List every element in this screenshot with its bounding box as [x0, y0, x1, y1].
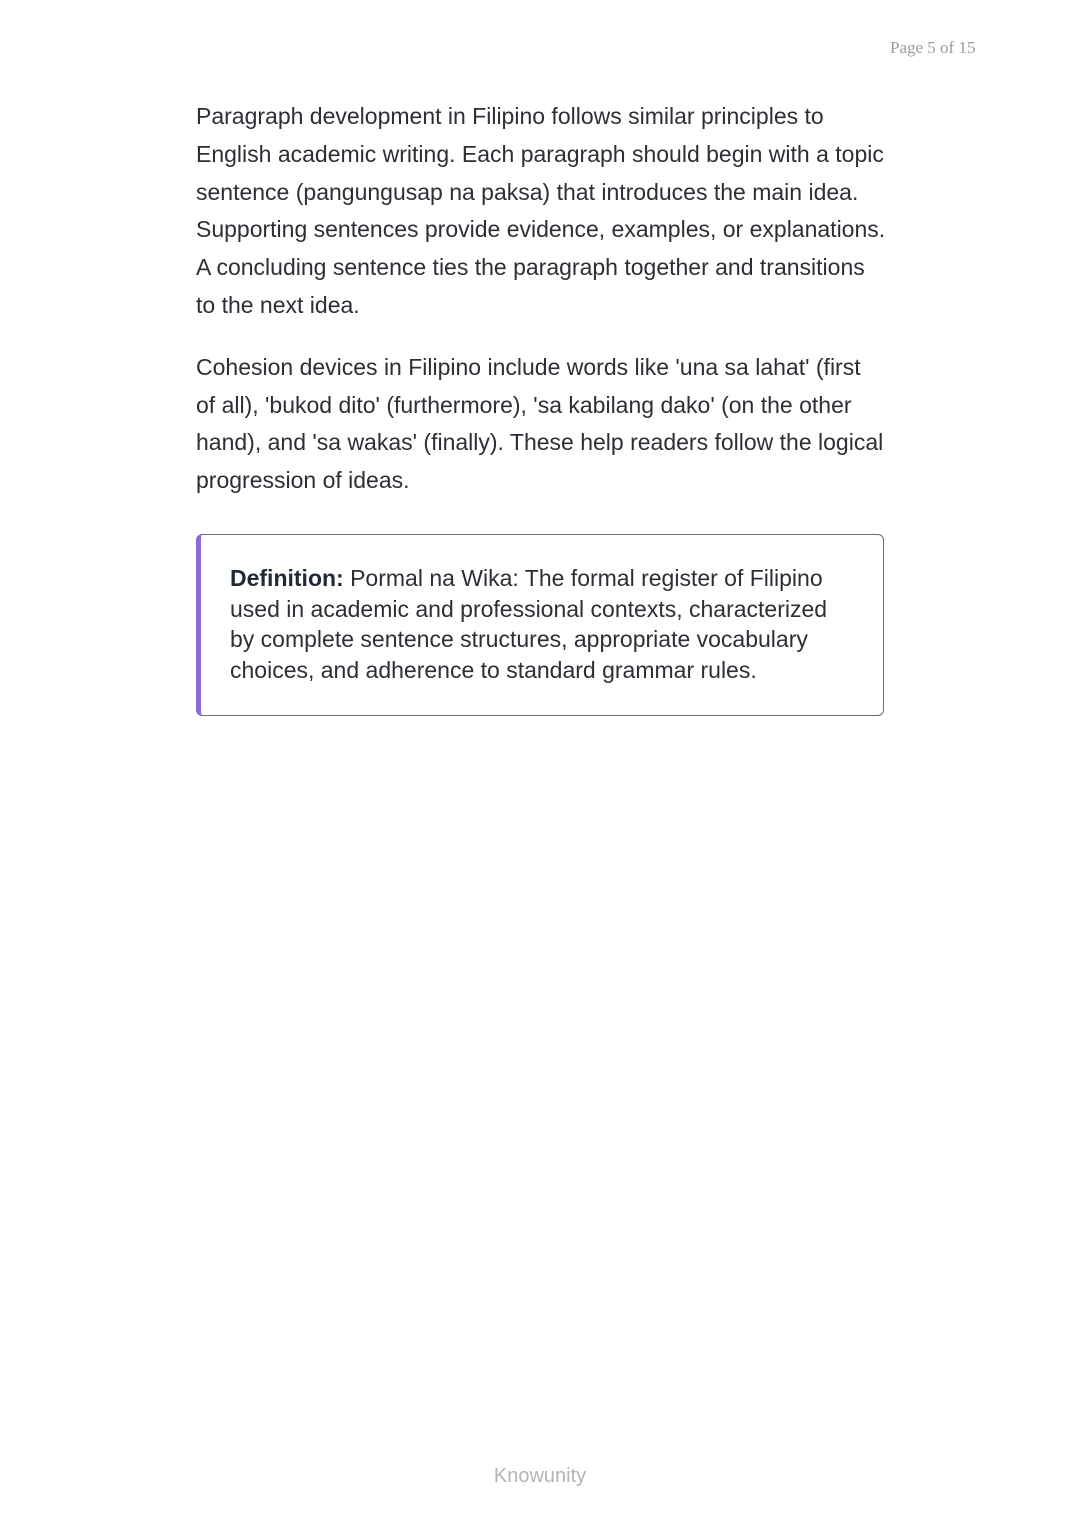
paragraph-development: Paragraph development in Filipino follows similar principles to English academic writing. Each paragraph should begin with a topic sentence (pangungusap na paksa) that introduces the main idea. Supporting sentences provide evidence, examples, or explanations. A concluding sentence ties the paragraph together and transitions to the next idea.	[196, 103, 886, 318]
definition-body	[230, 563, 853, 685]
main-content	[196, 98, 886, 524]
page-number: Page 5 of 15	[890, 38, 976, 57]
definition-text: Pormal na Wika: The formal register of Filipino used in academic and professional contexts, characterized by complete sentence structures, appropriate vocabulary choices, and adherence to standard grammar rules.	[230, 565, 828, 683]
footer-brand: Knowunity	[493, 1465, 587, 1487]
paragraph-cohesion-devices: Cohesion devices in Filipino include words like 'una sa lahat' (first of all), 'bukod dito' (furthermore), 'sa kabilang dako' (on the other hand), and 'sa wakas' (finally). These help readers follow the logical progression of ideas.	[196, 353, 884, 494]
definition-callout	[196, 534, 884, 716]
definition-label: Definition:	[230, 565, 344, 591]
